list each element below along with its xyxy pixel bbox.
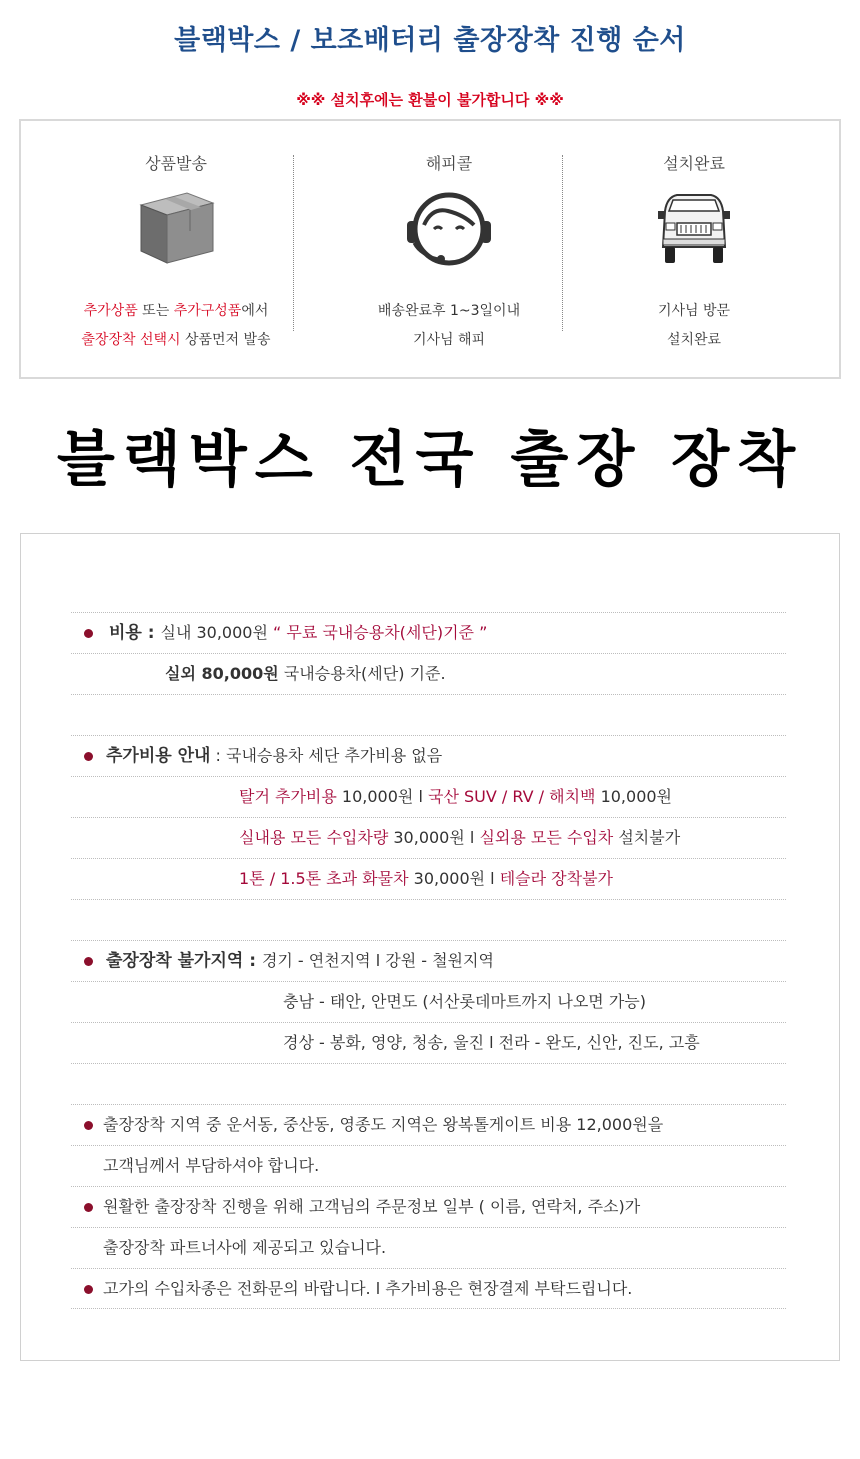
bullet-icon [84, 1285, 93, 1294]
note-text: 고객님께서 부담하셔야 합니다. [103, 1156, 320, 1175]
step-desc-line-1: 기사님 방문 [657, 303, 731, 319]
cost-outdoor-line [165, 654, 446, 694]
extra-cost-row [71, 735, 786, 776]
step-desc-line-2: 기사님 해피 [412, 332, 486, 348]
spacer-row [71, 899, 786, 940]
extra-cost-line [106, 736, 442, 776]
note-text: 고가의 수입차종은 전화문의 바랍니다. l 추가비용은 현장결제 부탁드립니다. [103, 1279, 633, 1298]
extra-item: 탈거 추가비용 [239, 787, 337, 806]
extra-label: 추가비용 안내 [106, 746, 211, 766]
extra-line-2 [239, 818, 680, 858]
unavailable-region-row [71, 940, 786, 981]
step-title: 상품발송 [145, 154, 207, 173]
extra-cost-row [71, 858, 786, 899]
cost-label: 비용 : [109, 623, 161, 643]
cost-indoor-note: “ 무료 국내승용차(세단)기준 ” [273, 623, 488, 642]
spacer-row [71, 694, 786, 735]
desc-text: 에서 [241, 303, 269, 319]
note-text: 원활한 출장장착 진행을 위해 고객님의 주문정보 일부 ( 이름, 연락처, 주소)가 [103, 1197, 641, 1216]
step-desc-line-1: 배송완료후 1~3일이내 [377, 303, 521, 319]
desc-text: 또는 [137, 303, 174, 319]
step-title: 해피콜 [425, 154, 473, 173]
extra-cost-row [71, 776, 786, 817]
bullet-icon [84, 752, 93, 761]
desc-highlight: 출장장착 선택시 [81, 332, 181, 348]
note-row [71, 1186, 786, 1227]
extra-line-3 [239, 859, 613, 899]
step-desc-line-2 [41, 326, 311, 355]
unavailable-line [106, 941, 494, 981]
note-text: 출장장착 파트너사에 제공되고 있습니다. [103, 1238, 387, 1257]
process-steps-box [19, 119, 841, 379]
extra-price: 설치불가 [613, 828, 681, 847]
cost-outdoor: 실외 80,000원 [165, 664, 279, 683]
desc-highlight: 추가상품 [83, 303, 138, 319]
extra-line-1 [239, 777, 672, 817]
extra-summary: : 국내승용차 세단 추가비용 없음 [210, 746, 443, 765]
cost-indoor: 실내 30,000원 [160, 623, 274, 642]
note-row [71, 1104, 786, 1145]
extra-price: 10,000원 [595, 787, 673, 806]
note-text: 출장장착 지역 중 운서동, 중산동, 영종도 지역은 왕복톨게이트 비용 12,000원을 [103, 1115, 664, 1134]
unavailable-regions: 경기 - 연천지역 l 강원 - 철원지역 [261, 951, 494, 970]
step-happycall [314, 121, 584, 377]
extra-item: 실내용 모든 수입차량 [239, 828, 389, 847]
main-heading: 블랙박스 전국 출장 장착 [56, 425, 804, 495]
desc-text: 상품먼저 발송 [180, 332, 271, 348]
cost-row [71, 653, 786, 694]
headset-operator-icon [404, 187, 494, 275]
step-title: 설치완료 [663, 154, 725, 173]
extra-item: 국산 SUV / RV / 해치백 [427, 787, 596, 806]
step-desc-line-1 [41, 297, 311, 326]
step-description [41, 297, 311, 355]
step-shipping [41, 121, 311, 377]
extra-item: 실외용 모든 수입차 [479, 828, 614, 847]
step-desc-line-2: 설치완료 [666, 332, 722, 348]
unavailable-regions: 충남 - 태안, 안면도 (서산롯데마트까지 나오면 가능) [283, 992, 646, 1011]
note-row [71, 1268, 786, 1309]
bullet-icon [84, 629, 93, 638]
step-complete [559, 121, 829, 377]
box-icon [135, 187, 217, 271]
van-icon [653, 187, 735, 273]
extra-price: 30,000원 l [388, 828, 480, 847]
extra-cost-row [71, 817, 786, 858]
info-box [20, 533, 840, 1361]
cost-row [71, 612, 786, 653]
step-description [559, 297, 829, 355]
unavailable-region-row [71, 981, 786, 1022]
unavailable-region-row [71, 1022, 786, 1063]
page-title: 블랙박스 / 보조배터리 출장장착 진행 순서 [174, 25, 686, 56]
extra-item: 테슬라 장착불가 [499, 869, 613, 888]
bullet-icon [84, 1203, 93, 1212]
unavailable-regions: 경상 - 봉화, 영양, 청송, 울진 l 전라 - 완도, 신안, 진도, 고흥 [283, 1033, 700, 1052]
extra-item: 1톤 / 1.5톤 초과 화물차 [239, 869, 409, 888]
bullet-icon [84, 1121, 93, 1130]
step-divider [293, 155, 294, 331]
step-description [314, 297, 584, 355]
note-row [71, 1227, 786, 1268]
extra-price: 30,000원 l [408, 869, 500, 888]
bullet-icon [84, 957, 93, 966]
refund-notice: ※※ 설치후에는 환불이 불가합니다 ※※ [296, 91, 564, 109]
cost-outdoor-note: 국내승용차(세단) 기준. [278, 664, 446, 683]
unavailable-label: 출장장착 불가지역 : [106, 951, 262, 971]
desc-highlight: 추가구성품 [173, 303, 242, 319]
note-row [71, 1145, 786, 1186]
cost-line [109, 613, 487, 653]
extra-price: 10,000원 l [336, 787, 428, 806]
spacer-row [71, 1063, 786, 1104]
